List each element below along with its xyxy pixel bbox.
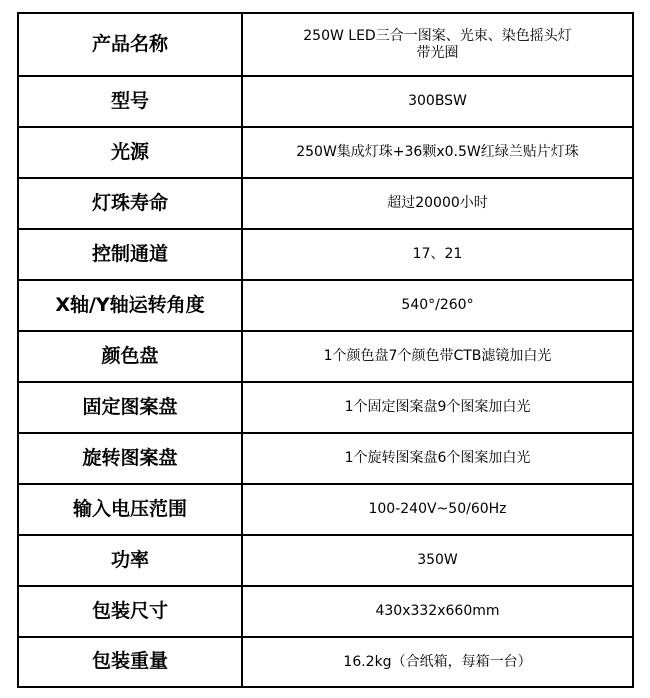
table-row bbox=[18, 13, 633, 76]
row-label-control-channels: 控制通道 bbox=[18, 229, 242, 280]
table-row bbox=[18, 280, 633, 331]
spec-table bbox=[17, 12, 634, 688]
row-value-package-weight: 16.2kg（合纸箱，每箱一台） bbox=[242, 637, 633, 687]
row-label-power: 功率 bbox=[18, 535, 242, 586]
table-row bbox=[18, 433, 633, 484]
row-value-model: 300BSW bbox=[242, 76, 633, 127]
row-label-lamp-life: 灯珠寿命 bbox=[18, 178, 242, 229]
row-value-product-name: 250W LED三合一图案、光束、染色摇头灯 带光圈 bbox=[242, 13, 633, 76]
table-row bbox=[18, 127, 633, 178]
row-label-color-wheel: 颜色盘 bbox=[18, 331, 242, 382]
row-value-input-voltage: 100-240V~50/60Hz bbox=[242, 484, 633, 535]
table-row bbox=[18, 535, 633, 586]
row-value-rotating-gobo: 1个旋转图案盘6个图案加白光 bbox=[242, 433, 633, 484]
table-row bbox=[18, 586, 633, 637]
table-row bbox=[18, 76, 633, 127]
row-label-rotating-gobo: 旋转图案盘 bbox=[18, 433, 242, 484]
row-label-input-voltage: 输入电压范围 bbox=[18, 484, 242, 535]
row-value-lamp-life: 超过20000小时 bbox=[242, 178, 633, 229]
row-value-control-channels: 17、21 bbox=[242, 229, 633, 280]
table-row bbox=[18, 484, 633, 535]
table-row bbox=[18, 382, 633, 433]
row-label-fixed-gobo: 固定图案盘 bbox=[18, 382, 242, 433]
table-row bbox=[18, 178, 633, 229]
row-label-model: 型号 bbox=[18, 76, 242, 127]
row-label-package-size: 包装尺寸 bbox=[18, 586, 242, 637]
row-value-package-size: 430x332x660mm bbox=[242, 586, 633, 637]
row-value-fixed-gobo: 1个固定图案盘9个图案加白光 bbox=[242, 382, 633, 433]
row-value-pan-tilt: 540°/260° bbox=[242, 280, 633, 331]
row-label-pan-tilt: X轴/Y轴运转角度 bbox=[18, 280, 242, 331]
table-row bbox=[18, 229, 633, 280]
table-row bbox=[18, 637, 633, 687]
row-label-product-name: 产品名称 bbox=[18, 13, 242, 76]
table-row bbox=[18, 331, 633, 382]
row-label-light-source: 光源 bbox=[18, 127, 242, 178]
row-value-light-source: 250W集成灯珠+36颗x0.5W红绿兰贴片灯珠 bbox=[242, 127, 633, 178]
row-label-package-weight: 包装重量 bbox=[18, 637, 242, 687]
row-value-color-wheel: 1个颜色盘7个颜色带CTB滤镜加白光 bbox=[242, 331, 633, 382]
row-value-power: 350W bbox=[242, 535, 633, 586]
